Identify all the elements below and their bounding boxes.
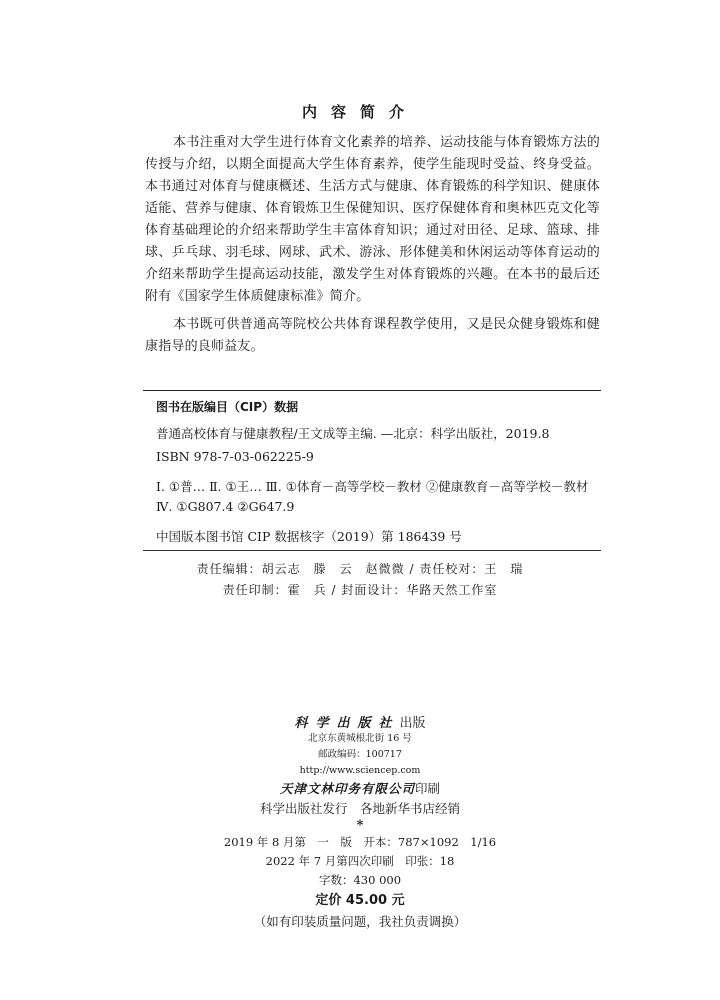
price: 定价 45.00 元 (315, 893, 405, 908)
publisher-name: 科学出版社 (294, 716, 400, 731)
publication-info (0, 712, 720, 932)
cip-classification: Ⅰ. ①普… Ⅱ. ①王… Ⅲ. ①体育－高等学校－教材 ②健康教育－高等学校－教材 Ⅳ. ①G807.4 ②G647.9 (156, 479, 589, 514)
introduction (145, 132, 600, 364)
separator-star: * (356, 818, 364, 833)
publisher-postcode: 邮政编码：100717 (318, 749, 402, 760)
word-count: 字数：430 000 (318, 873, 402, 887)
publisher-website: http://www.sciencep.com (299, 765, 421, 776)
publisher-row (0, 712, 720, 731)
cip-bottom-rule (143, 550, 601, 551)
edition-line: 2019 年 8 月第 一 版 开本：787×1092 1/16 (223, 835, 497, 849)
editors-line: 责任编辑：胡云志 滕 云 赵微微 / 责任校对：王 瑞 (196, 562, 524, 576)
production-line: 责任印制：霍 兵 / 封面设计：华路天然工作室 (222, 583, 498, 597)
cip-isbn: ISBN 978-7-03-062225-9 (156, 449, 314, 464)
publisher-address: 北京东黄城根北街 16 号 (308, 733, 412, 744)
printer-row (0, 779, 720, 799)
distribution: 科学出版社发行 各地新华书店经销 (259, 801, 460, 816)
cip-title-line: 普通高校体育与健康教程/王文成等主编. —北京：科学出版社，2019.8 (156, 426, 550, 441)
printer-name: 天津文林印务有限公司 (279, 781, 415, 796)
publisher-suffix: 出版 (399, 716, 426, 731)
intro-paragraph: 本书既可供普通高等院校公共体育课程教学使用，又是民众健身锻炼和健康指导的良师益友。 (145, 317, 600, 354)
quality-notice: （如有印装质量问题，我社负责调换） (253, 914, 467, 929)
intro-paragraph: 本书注重对大学生进行体育文化素养的培养、运动技能与体育锻炼方法的传授与介绍，以期全面提高大学生体育素养，使学生能现时受益、终身受益。本书通过对体育与健康概述、生活方式与健康、体育锻炼的科学知识、健康体适能、营养与健康、体育锻炼卫生保健知识、医疗保健体育和奥林匹克文化等体育基础理论的介绍来帮助学生丰富体育知识；通过对田径、足球、篮球、排球、乒乓球、羽毛球、网球、武术、游泳、形体健美和休闲运动等体育运动的介绍来帮助学生提高运动技能，激发学生对体育锻炼的兴趣。在本书的最后还附有《国家学生体质健康标准》简介。 (145, 135, 600, 304)
printing-line: 2022 年 7 月第四次印刷 印张：18 (265, 854, 455, 868)
cip-top-rule (143, 390, 601, 391)
cip-number: 中国版本图书馆 CIP 数据核字（2019）第 186439 号 (156, 529, 462, 544)
page-title: 内容简介 (301, 103, 418, 121)
printer-suffix: 印刷 (415, 781, 441, 796)
cip-heading: 图书在版编目（CIP）数据 (156, 400, 299, 414)
